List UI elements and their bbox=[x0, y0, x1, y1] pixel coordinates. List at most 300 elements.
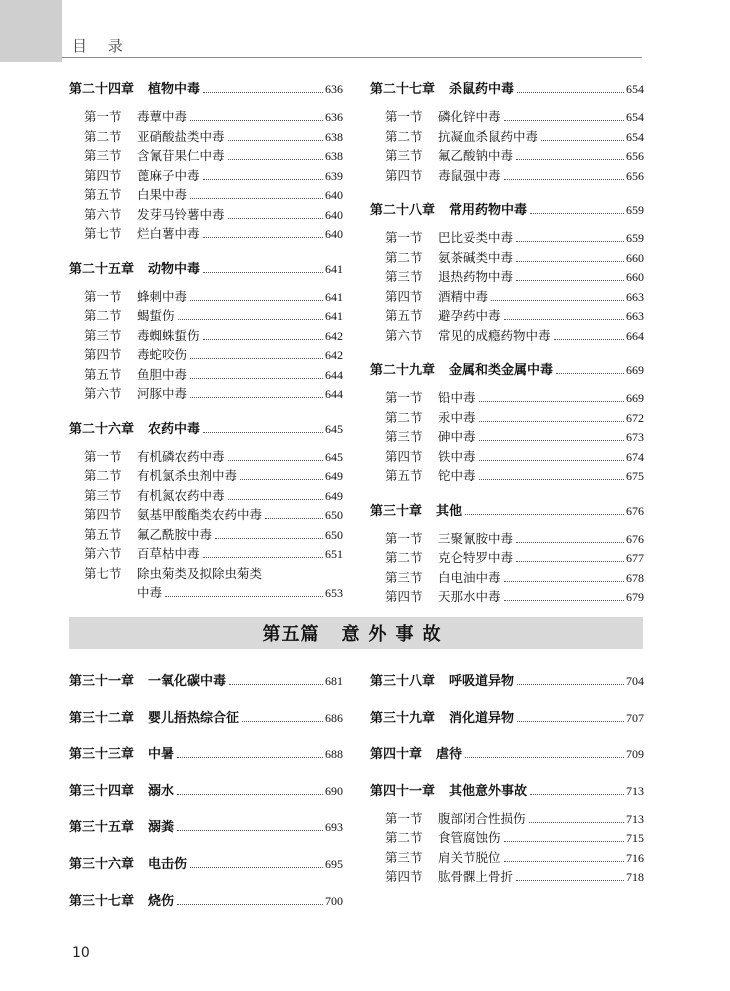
section-entry[interactable] bbox=[370, 587, 644, 607]
toc-chapter bbox=[370, 359, 644, 486]
section-entry[interactable] bbox=[370, 809, 644, 829]
dot-leader bbox=[504, 581, 624, 582]
section-number: 第五节 bbox=[84, 366, 122, 382]
section-entry[interactable] bbox=[69, 466, 343, 486]
section-entry[interactable] bbox=[370, 267, 644, 287]
dot-leader bbox=[240, 479, 323, 480]
section-number: 第二节 bbox=[84, 128, 122, 144]
page-ref: 640 bbox=[325, 227, 343, 241]
chapter-title: 其他意外事故 bbox=[449, 783, 528, 799]
dot-leader bbox=[516, 542, 624, 543]
chapter-entry[interactable] bbox=[69, 816, 343, 838]
section-number: 第三节 bbox=[385, 429, 423, 444]
page-ref: 663 bbox=[626, 309, 644, 323]
dot-leader bbox=[516, 159, 624, 160]
page-ref: 707 bbox=[626, 710, 644, 725]
dot-leader bbox=[178, 319, 323, 320]
section-number: 第一节 bbox=[385, 530, 423, 546]
section-title: 发芽马铃薯中毒 bbox=[137, 206, 225, 222]
page-ref: 676 bbox=[626, 503, 644, 518]
dot-leader bbox=[529, 822, 624, 823]
section-number: 第三节 bbox=[385, 849, 423, 865]
dot-leader bbox=[504, 600, 624, 601]
dot-leader bbox=[203, 237, 323, 238]
chapter-title: 一氧化碳中毒 bbox=[148, 674, 227, 689]
chapter-entry[interactable] bbox=[69, 743, 343, 765]
section-number: 第四节 bbox=[84, 347, 122, 362]
section-entry[interactable] bbox=[370, 127, 644, 147]
section-title: 巴比妥类中毒 bbox=[438, 230, 514, 245]
section-number: 第六节 bbox=[84, 206, 122, 222]
section-title: 氟乙酸钠中毒 bbox=[438, 148, 514, 163]
chapter-title: 中暑 bbox=[148, 747, 175, 763]
section-title: 烂白薯中毒 bbox=[137, 226, 200, 241]
page-ref: 713 bbox=[626, 783, 644, 798]
chapter-number: 第二十九章 bbox=[370, 363, 436, 378]
page-ref: 690 bbox=[325, 783, 343, 798]
section-number: 第一节 bbox=[84, 288, 122, 304]
page-ref: 660 bbox=[626, 250, 644, 265]
dot-leader bbox=[504, 861, 624, 862]
section-number: 第一节 bbox=[385, 230, 423, 245]
page-ref: 638 bbox=[325, 129, 343, 144]
chapter-number: 第三十一章 bbox=[69, 674, 135, 689]
chapter-title: 其他 bbox=[436, 503, 463, 519]
section-entry[interactable] bbox=[69, 287, 343, 307]
dot-leader bbox=[203, 272, 323, 273]
chapter-title: 农药中毒 bbox=[148, 421, 201, 437]
section-title: 磷化锌中毒 bbox=[438, 109, 501, 124]
section-number: 第四节 bbox=[84, 167, 122, 183]
section-entry[interactable] bbox=[370, 248, 644, 268]
dot-leader bbox=[228, 159, 323, 160]
dot-leader bbox=[465, 514, 624, 515]
section-entry[interactable] bbox=[370, 326, 644, 346]
toc-chapter bbox=[69, 418, 343, 603]
section-title: 毒蛇咬伤 bbox=[137, 347, 188, 362]
dot-leader bbox=[229, 684, 323, 685]
dot-leader bbox=[491, 300, 624, 301]
part-title: 意外事故 bbox=[341, 624, 450, 645]
section-number: 第三节 bbox=[385, 148, 423, 163]
page-ref: 654 bbox=[626, 110, 644, 124]
section-title: 天那水中毒 bbox=[438, 589, 501, 604]
chapter-number: 第二十六章 bbox=[69, 421, 135, 437]
section-number: 第一节 bbox=[385, 109, 423, 124]
section-entry[interactable] bbox=[69, 525, 343, 545]
chapter-title: 烧伤 bbox=[148, 893, 175, 909]
section-number: 第三节 bbox=[84, 487, 122, 503]
section-entry[interactable] bbox=[69, 384, 343, 404]
section-entry[interactable] bbox=[69, 185, 343, 205]
section-title: 含氰苷果仁中毒 bbox=[137, 148, 225, 163]
section-entry[interactable] bbox=[370, 848, 644, 868]
page-ref: 659 bbox=[626, 203, 644, 217]
chapter-number: 第三十八章 bbox=[370, 674, 436, 689]
page-ref: 718 bbox=[626, 870, 644, 885]
section-entry[interactable] bbox=[69, 365, 343, 385]
dot-leader bbox=[190, 378, 323, 379]
page-ref: 636 bbox=[325, 82, 343, 96]
page-ref: 677 bbox=[626, 551, 644, 565]
page-ref: 649 bbox=[325, 488, 343, 503]
page-ref: 656 bbox=[626, 168, 644, 183]
part-number: 第五篇 bbox=[262, 624, 320, 645]
chapter-title: 金属和类金属中毒 bbox=[449, 363, 554, 378]
section-entry[interactable] bbox=[69, 486, 343, 506]
section-title: 亚硝酸盐类中毒 bbox=[137, 128, 225, 144]
page-ref: 673 bbox=[626, 430, 644, 444]
section-title: 氨茶碱类中毒 bbox=[438, 249, 514, 265]
section-title: 退热药物中毒 bbox=[438, 269, 514, 284]
section-entry-multiline[interactable] bbox=[69, 564, 343, 603]
section-entry[interactable] bbox=[69, 326, 343, 346]
section-title: 毒蜘蛛蜇伤 bbox=[137, 327, 200, 343]
page-ref: 641 bbox=[325, 309, 343, 323]
dot-leader bbox=[479, 479, 624, 480]
section-title: 铅中毒 bbox=[438, 390, 476, 405]
page-ref: 678 bbox=[626, 570, 644, 585]
section-entry[interactable] bbox=[69, 107, 343, 127]
chapter-number: 第三十六章 bbox=[69, 856, 135, 872]
toc-left-column bbox=[69, 78, 343, 617]
dot-leader bbox=[516, 241, 624, 242]
section-entry[interactable] bbox=[370, 388, 644, 408]
section-title: 氟乙酰胺中毒 bbox=[137, 526, 213, 542]
chapter-entry[interactable] bbox=[69, 707, 343, 729]
section-entry[interactable] bbox=[370, 548, 644, 568]
chapter-number: 第二十四章 bbox=[69, 82, 135, 97]
section-number: 第六节 bbox=[84, 546, 122, 561]
page-ref: 704 bbox=[626, 674, 644, 688]
chapter-number: 第二十七章 bbox=[370, 82, 436, 97]
section-number: 第一节 bbox=[385, 390, 423, 405]
page-ref: 664 bbox=[626, 328, 644, 343]
dot-leader bbox=[504, 120, 624, 121]
page-number: 10 bbox=[72, 945, 90, 961]
page-ref: 674 bbox=[626, 449, 644, 464]
section-number: 第六节 bbox=[84, 386, 122, 401]
section-number: 第四节 bbox=[385, 589, 423, 604]
section-number: 第二节 bbox=[385, 409, 423, 425]
dot-leader bbox=[242, 721, 323, 722]
section-title: 克仑特罗中毒 bbox=[438, 550, 514, 565]
page-ref: 669 bbox=[626, 363, 644, 377]
section-number: 第五节 bbox=[385, 308, 423, 323]
page-ref: 676 bbox=[626, 531, 644, 546]
page-ref: 663 bbox=[626, 289, 644, 304]
section-number: 第四节 bbox=[385, 869, 423, 885]
section-entry[interactable] bbox=[69, 166, 343, 186]
section-title: 铊中毒 bbox=[438, 468, 476, 483]
section-title: 肱骨髁上骨折 bbox=[438, 869, 514, 885]
chapter-entry[interactable] bbox=[370, 199, 644, 221]
page-ref: 638 bbox=[325, 149, 343, 163]
section-number: 第二节 bbox=[385, 830, 423, 846]
chapter-title: 婴儿捂热综合征 bbox=[148, 710, 240, 726]
chapter-entry[interactable] bbox=[370, 670, 644, 692]
section-number: 第六节 bbox=[385, 327, 423, 343]
section-number: 第一节 bbox=[385, 810, 423, 826]
section-title: 三聚氰胺中毒 bbox=[438, 530, 514, 546]
chapter-number: 第三十七章 bbox=[69, 893, 135, 909]
dot-leader bbox=[556, 373, 624, 374]
toc-chapter bbox=[370, 78, 644, 185]
section-title: 毒蕈中毒 bbox=[137, 109, 188, 124]
dot-leader bbox=[530, 213, 624, 214]
chapter-entry[interactable] bbox=[69, 78, 343, 100]
section-title: 砷中毒 bbox=[438, 429, 476, 444]
chapter-number: 第三十五章 bbox=[69, 820, 135, 836]
dot-leader bbox=[228, 140, 323, 141]
dot-leader bbox=[165, 596, 323, 597]
chapter-entry[interactable] bbox=[69, 853, 343, 875]
page-ref: 716 bbox=[626, 850, 644, 865]
dot-leader bbox=[504, 179, 624, 180]
chapter-entry[interactable] bbox=[370, 500, 644, 522]
section-title: 鱼胆中毒 bbox=[137, 366, 188, 382]
chapter-title: 消化道异物 bbox=[449, 710, 515, 726]
chapter-number: 第二十八章 bbox=[370, 203, 436, 218]
dot-leader bbox=[530, 794, 624, 795]
chapter-entry[interactable] bbox=[69, 418, 343, 440]
dot-leader bbox=[177, 757, 323, 758]
section-title: 肩关节脱位 bbox=[438, 849, 501, 865]
dot-leader bbox=[517, 684, 624, 685]
section-entry[interactable] bbox=[69, 345, 343, 365]
section-title: 酒精中毒 bbox=[438, 288, 489, 304]
chapter-entry[interactable] bbox=[69, 890, 343, 912]
section-entry[interactable] bbox=[69, 127, 343, 147]
section-entry[interactable] bbox=[370, 529, 644, 549]
dot-leader bbox=[516, 561, 624, 562]
dot-leader bbox=[190, 358, 323, 359]
chapter-number: 第二十五章 bbox=[69, 261, 135, 277]
dot-leader bbox=[190, 198, 323, 199]
dot-leader bbox=[228, 460, 323, 461]
chapter-number: 第三十二章 bbox=[69, 710, 135, 726]
page-ref: 681 bbox=[325, 674, 343, 688]
section-title: 汞中毒 bbox=[438, 409, 476, 425]
page-ref: 649 bbox=[325, 469, 343, 483]
section-title: 白电油中毒 bbox=[438, 569, 501, 585]
section-number: 第七节 bbox=[84, 565, 122, 581]
section-number: 第四节 bbox=[385, 288, 423, 304]
toc-chapter bbox=[370, 199, 644, 345]
section-title: 蓖麻子中毒 bbox=[137, 167, 200, 183]
section-entry[interactable] bbox=[69, 146, 343, 166]
page-ref: 688 bbox=[325, 747, 343, 762]
dot-leader bbox=[203, 339, 323, 340]
page-ref: 639 bbox=[325, 168, 343, 183]
page-ref: 679 bbox=[626, 590, 644, 604]
dot-leader bbox=[203, 92, 323, 93]
section-title-continued: 中毒 bbox=[137, 585, 163, 600]
section-entry[interactable] bbox=[370, 408, 644, 428]
page-ref: 640 bbox=[325, 207, 343, 222]
dot-leader bbox=[265, 518, 323, 519]
chapter-title: 呼吸道异物 bbox=[449, 674, 515, 689]
section-title: 河豚中毒 bbox=[137, 386, 188, 401]
page-ref: 656 bbox=[626, 149, 644, 163]
section-entry[interactable] bbox=[370, 466, 644, 486]
section-entry[interactable] bbox=[370, 228, 644, 248]
section-title: 有机磷农药中毒 bbox=[137, 448, 225, 464]
section-entry[interactable] bbox=[370, 146, 644, 166]
toc-chapter bbox=[370, 780, 644, 887]
section-number: 第七节 bbox=[84, 226, 122, 241]
page-ref: 645 bbox=[325, 449, 343, 464]
section-number: 第四节 bbox=[385, 167, 423, 183]
section-title: 常见的成瘾药物中毒 bbox=[438, 327, 551, 343]
section-entry[interactable] bbox=[370, 306, 644, 326]
dot-leader bbox=[228, 218, 323, 219]
section-entry[interactable] bbox=[69, 447, 343, 467]
dot-leader bbox=[203, 432, 323, 433]
chapter-entry[interactable] bbox=[69, 258, 343, 280]
chapter-title: 溺水 bbox=[148, 783, 175, 799]
dot-leader bbox=[190, 120, 323, 121]
section-entry[interactable] bbox=[370, 568, 644, 588]
chapter-number: 第三十九章 bbox=[370, 710, 436, 726]
page-ref: 645 bbox=[325, 421, 343, 436]
toc-chapter bbox=[69, 78, 343, 244]
section-entry[interactable] bbox=[69, 205, 343, 225]
dot-leader bbox=[190, 300, 323, 301]
toc-bottom-right-column bbox=[370, 670, 644, 901]
section-entry[interactable] bbox=[370, 287, 644, 307]
dot-leader bbox=[479, 440, 624, 441]
dot-leader bbox=[177, 904, 323, 905]
section-title: 蝎蜇伤 bbox=[137, 308, 175, 323]
page-ref: 660 bbox=[626, 270, 644, 284]
chapter-number: 第三十四章 bbox=[69, 783, 135, 799]
dot-leader bbox=[504, 841, 624, 842]
section-entry[interactable] bbox=[69, 505, 343, 525]
chapter-number: 第四十章 bbox=[370, 747, 423, 763]
page-ref: 695 bbox=[325, 856, 343, 871]
dot-leader bbox=[190, 397, 323, 398]
page-ref: 641 bbox=[325, 261, 343, 276]
section-number: 第五节 bbox=[385, 468, 423, 483]
page-ref: 715 bbox=[626, 831, 644, 846]
dot-leader bbox=[504, 319, 624, 320]
page-ref: 650 bbox=[325, 508, 343, 522]
section-title: 白果中毒 bbox=[137, 187, 188, 202]
chapter-entry[interactable] bbox=[69, 670, 343, 692]
section-number: 第四节 bbox=[385, 448, 423, 464]
dot-leader bbox=[554, 339, 624, 340]
page-ref: 654 bbox=[626, 129, 644, 144]
section-entry[interactable] bbox=[370, 107, 644, 127]
section-number: 第三节 bbox=[84, 327, 122, 343]
header-rule bbox=[62, 57, 642, 58]
section-entry[interactable] bbox=[69, 224, 343, 244]
chapter-entry[interactable] bbox=[69, 780, 343, 802]
page-ref: 654 bbox=[626, 82, 644, 96]
chapter-entry[interactable] bbox=[370, 78, 644, 100]
section-title: 食管腐蚀伤 bbox=[438, 830, 501, 846]
dot-leader bbox=[177, 830, 323, 831]
chapter-title: 常用药物中毒 bbox=[449, 203, 528, 218]
chapter-entry[interactable] bbox=[370, 707, 644, 729]
section-number: 第二节 bbox=[84, 468, 122, 483]
section-title: 蜂刺中毒 bbox=[137, 288, 188, 304]
chapter-title: 动物中毒 bbox=[148, 261, 201, 277]
page-ref: 644 bbox=[325, 367, 343, 382]
section-entry[interactable] bbox=[370, 427, 644, 447]
dot-leader bbox=[517, 92, 624, 93]
section-entry[interactable] bbox=[370, 166, 644, 186]
page-ref: 651 bbox=[325, 547, 343, 561]
section-title: 毒鼠强中毒 bbox=[438, 167, 501, 183]
dot-leader bbox=[541, 140, 624, 141]
toc-right-column bbox=[370, 78, 644, 621]
section-title: 铁中毒 bbox=[438, 448, 476, 464]
chapter-entry[interactable] bbox=[370, 359, 644, 381]
part-heading-band bbox=[69, 617, 643, 649]
dot-leader bbox=[479, 421, 624, 422]
section-title: 百草枯中毒 bbox=[137, 546, 200, 561]
dot-leader bbox=[516, 280, 624, 281]
section-entry[interactable] bbox=[370, 828, 644, 848]
page-ref: 675 bbox=[626, 469, 644, 483]
corner-tab bbox=[0, 0, 62, 62]
section-entry[interactable] bbox=[69, 306, 343, 326]
section-number: 第二节 bbox=[385, 550, 423, 565]
dot-leader bbox=[465, 757, 624, 758]
section-entry[interactable] bbox=[370, 867, 644, 887]
dot-leader bbox=[203, 179, 323, 180]
page-ref: 642 bbox=[325, 328, 343, 343]
toc-bottom-left-column bbox=[69, 670, 343, 926]
chapter-title: 电击伤 bbox=[148, 856, 188, 872]
chapter-title: 虐待 bbox=[436, 747, 463, 763]
toc-chapter bbox=[69, 258, 343, 404]
page-ref: 700 bbox=[325, 893, 343, 908]
dot-leader bbox=[228, 499, 323, 500]
section-number: 第二节 bbox=[385, 128, 423, 144]
page-ref: 659 bbox=[626, 231, 644, 245]
page-ref: 672 bbox=[626, 410, 644, 425]
chapter-number: 第四十一章 bbox=[370, 783, 436, 799]
page-ref: 644 bbox=[325, 387, 343, 401]
chapter-entry[interactable] bbox=[370, 743, 644, 765]
page-ref: 640 bbox=[325, 188, 343, 202]
chapter-number: 第三十章 bbox=[370, 503, 423, 519]
page-ref: 653 bbox=[325, 586, 343, 600]
dot-leader bbox=[479, 460, 624, 461]
section-title: 除虫菊类及拟除虫菊类 bbox=[137, 565, 263, 581]
dot-leader bbox=[516, 880, 624, 881]
section-number: 第三节 bbox=[385, 269, 423, 284]
section-number: 第二节 bbox=[84, 308, 122, 323]
section-title: 有机氮农药中毒 bbox=[137, 487, 225, 503]
dot-leader bbox=[479, 401, 624, 402]
dot-leader bbox=[516, 261, 624, 262]
section-number: 第四节 bbox=[84, 507, 122, 522]
page-ref: 641 bbox=[325, 289, 343, 304]
section-title: 抗凝血杀鼠药中毒 bbox=[438, 128, 539, 144]
dot-leader bbox=[190, 867, 323, 868]
page-ref: 636 bbox=[325, 110, 343, 124]
section-entry[interactable] bbox=[370, 447, 644, 467]
dot-leader bbox=[203, 557, 323, 558]
section-entry[interactable] bbox=[69, 544, 343, 564]
page-ref: 650 bbox=[325, 527, 343, 542]
section-number: 第一节 bbox=[84, 109, 122, 124]
chapter-entry[interactable] bbox=[370, 780, 644, 802]
